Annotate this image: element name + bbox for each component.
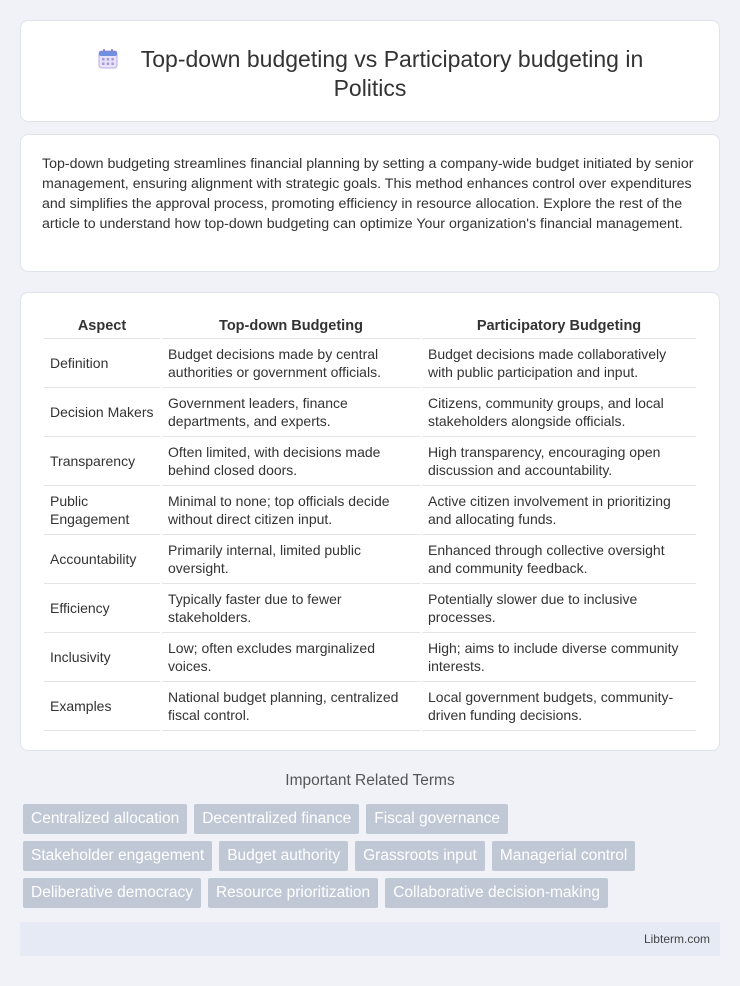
- cell-participatory: Enhanced through collective oversight and community feedback.: [422, 535, 696, 584]
- tag-resource-prioritization[interactable]: Resource prioritization: [208, 878, 378, 908]
- comparison-card: [20, 292, 720, 751]
- header-participatory: Participatory Budgeting: [422, 315, 696, 339]
- cell-top-down: Budget decisions made by central authorities or government officials.: [162, 339, 420, 388]
- table-row: [44, 535, 696, 584]
- cell-top-down: Government leaders, finance departments, and experts.: [162, 388, 420, 437]
- header-aspect: Aspect: [44, 315, 160, 339]
- calendar-icon: [97, 48, 119, 70]
- footer-site-link[interactable]: Libterm.com: [643, 932, 710, 946]
- cell-aspect: Examples: [44, 682, 160, 731]
- related-terms-heading: Important Related Terms: [285, 772, 455, 789]
- page-title-text: Top-down budgeting vs Participatory budgeting in Politics: [140, 46, 644, 101]
- cell-participatory: Citizens, community groups, and local stakeholders alongside officials.: [422, 388, 696, 437]
- page-title: [21, 45, 719, 103]
- cell-participatory: Budget decisions made collaboratively with public participation and input.: [422, 339, 696, 388]
- tag-managerial-control[interactable]: Managerial control: [492, 841, 636, 871]
- tag-row: [23, 804, 713, 834]
- cell-aspect: Definition: [44, 339, 160, 388]
- tag-collaborative-decision-making[interactable]: Collaborative decision-making: [385, 878, 608, 908]
- cell-aspect: Public Engagement: [44, 486, 160, 535]
- tag-row: [23, 841, 713, 871]
- header-top-down: Top-down Budgeting: [162, 315, 420, 339]
- table-row: [44, 388, 696, 437]
- table-row: [44, 633, 696, 682]
- tag-deliberative-democracy[interactable]: Deliberative democracy: [23, 878, 201, 908]
- cell-top-down: Low; often excludes marginalized voices.: [162, 633, 420, 682]
- footer: [20, 922, 720, 956]
- cell-aspect: Accountability: [44, 535, 160, 584]
- tag-decentralized-finance[interactable]: Decentralized finance: [194, 804, 359, 834]
- cell-top-down: Often limited, with decisions made behind closed doors.: [162, 437, 420, 486]
- cell-participatory: High transparency, encouraging open discussion and accountability.: [422, 437, 696, 486]
- intro-paragraph: Top-down budgeting streamlines financial planning by setting a company-wide budget initiated by senior management, ensuring alignment with strategic goals. This method enhances control over expenditures and simplifies the approval process, promoting efficiency in resource allocation. Explore the rest of the article to understand how top-down budgeting can optimize Your organization's financial management.: [42, 156, 694, 232]
- table-header-row: [44, 315, 696, 339]
- cell-aspect: Inclusivity: [44, 633, 160, 682]
- cell-participatory: Potentially slower due to inclusive processes.: [422, 584, 696, 633]
- cell-top-down: Primarily internal, limited public oversight.: [162, 535, 420, 584]
- cell-top-down: Minimal to none; top officials decide without direct citizen input.: [162, 486, 420, 535]
- related-terms-list: [23, 804, 713, 915]
- comparison-table: [42, 315, 698, 731]
- cell-participatory: Local government budgets, community-driven funding decisions.: [422, 682, 696, 731]
- table-row: [44, 486, 696, 535]
- cell-top-down: Typically faster due to fewer stakeholders.: [162, 584, 420, 633]
- cell-aspect: Decision Makers: [44, 388, 160, 437]
- table-row: [44, 682, 696, 731]
- cell-participatory: Active citizen involvement in prioritizing and allocating funds.: [422, 486, 696, 535]
- title-card: [20, 20, 720, 122]
- tag-centralized-allocation[interactable]: Centralized allocation: [23, 804, 187, 834]
- tag-stakeholder-engagement[interactable]: Stakeholder engagement: [23, 841, 212, 871]
- tag-budget-authority[interactable]: Budget authority: [219, 841, 348, 871]
- cell-aspect: Transparency: [44, 437, 160, 486]
- cell-participatory: High; aims to include diverse community interests.: [422, 633, 696, 682]
- table-row: [44, 584, 696, 633]
- intro-card: [20, 134, 720, 272]
- cell-aspect: Efficiency: [44, 584, 160, 633]
- table-row: [44, 437, 696, 486]
- cell-top-down: National budget planning, centralized fiscal control.: [162, 682, 420, 731]
- tag-grassroots-input[interactable]: Grassroots input: [355, 841, 485, 871]
- tag-fiscal-governance[interactable]: Fiscal governance: [366, 804, 508, 834]
- tag-row: [23, 878, 713, 908]
- table-row: [44, 339, 696, 388]
